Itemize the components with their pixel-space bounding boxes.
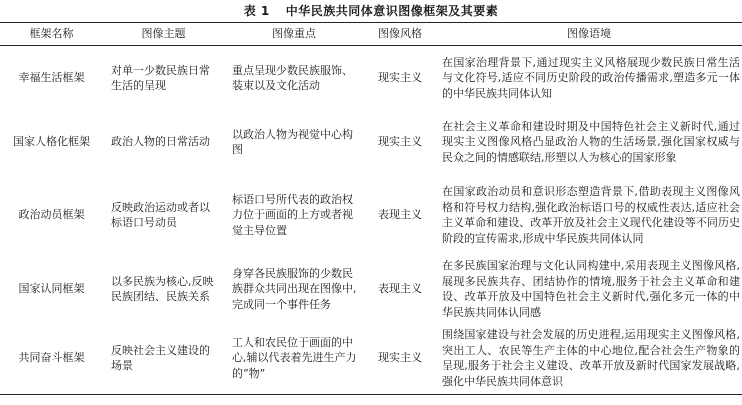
cell-image-theme: 对单一少数民族日常生活的呈现: [111, 63, 210, 92]
cell-image-context: 在多民族国家治理与文化认同构建中,采用表现主义图像风格,展现多民族共存、团结协作的情境,服务于社会主义革命和建设、改革开放及中国特色社会主义新时代,强化多元一体的中华民族共同体认同感: [442, 259, 740, 319]
cell-image-theme: 政治人物的日常活动: [111, 135, 210, 149]
header-frame-name: 框架名称: [29, 27, 74, 41]
cell-frame-name: 国家人格化框架: [13, 135, 90, 149]
framework-table: [0, 22, 742, 395]
header-image-context: 图像语境: [567, 27, 611, 41]
cell-image-style: 现实主义: [378, 135, 422, 149]
cell-image-style: 现实主义: [378, 351, 422, 365]
cell-image-theme: 反映政治运动或者以标语口号动员: [111, 200, 210, 229]
table-row: [0, 46, 742, 111]
cell-frame-name: 国家认同框架: [18, 282, 85, 296]
table-number: 表 1: [243, 4, 270, 18]
cell-image-context: 在社会主义革命和建设时期及中国特色社会主义新时代,通过现实主义图像风格凸显政治人物的生活场景,强化国家权威与民众之间的情感联结,形塑以人为核心的国家形象: [442, 119, 740, 164]
cell-frame-name: 政治动员框架: [18, 208, 85, 222]
cell-frame-name: 共同奋斗框架: [18, 351, 85, 365]
table-row: [0, 110, 742, 174]
table-row: [0, 256, 742, 322]
header-row: [0, 23, 742, 46]
table-body: [0, 46, 742, 395]
cell-image-focus: 标语口号所代表的政治权力位于画面的上方或者视觉主导位置: [232, 192, 353, 237]
cell-image-focus: 身穿各民族服饰的少数民族群众共同出现在图像中,完成同一个事件任务: [232, 266, 357, 311]
cell-image-context: 在国家治理背景下,通过现实主义风格展现少数民族日常生活与文化符号,适应不同历史阶段的政治传播需求,塑造多元一体的中华民族共同体认知: [442, 55, 740, 100]
cell-image-theme: 以多民族为核心,反映民族团结、民族关系: [111, 274, 214, 303]
cell-image-style: 表现主义: [378, 208, 422, 222]
cell-image-focus: 工人和农民位于画面的中心,辅以代表着先进生产力的“物”: [232, 335, 357, 380]
table-row: [0, 322, 742, 395]
table-title: 中华民族共同体意识图像框架及其要素: [285, 4, 499, 18]
table-caption: [0, 2, 742, 19]
cell-image-context: 在国家政治动员和意识形态塑造背景下,借助表现主义图像风格和符号权力结构,强化政治标语口号的权威性表达,适应社会主义革命和建设、改革开放及社会主义现代化建设等不同历史阶段的宣传需求,形成中华民族共同体认同: [442, 185, 740, 245]
cell-image-style: 现实主义: [378, 71, 422, 85]
header-image-theme: 图像主题: [141, 27, 186, 41]
table-row: [0, 174, 742, 256]
cell-image-style: 表现主义: [378, 282, 422, 296]
cell-image-focus: 以政治人物为视觉中心构图: [232, 127, 353, 156]
cell-frame-name: 幸福生活框架: [18, 71, 85, 85]
cell-image-context: 围绕国家建设与社会发展的历史进程,运用现实主义图像风格,突出工人、农民等生产主体的中心地位,配合社会生产物象的呈现,服务于社会主义建设、改革开放及新时代国家发展战略,强化中华民族共同体意识: [442, 328, 740, 388]
header-image-style: 图像风格: [378, 27, 422, 41]
header-image-focus: 图像重点: [272, 27, 316, 41]
cell-image-focus: 重点呈现少数民族服饰、装束以及文化活动: [232, 63, 353, 92]
cell-image-theme: 反映社会主义建设的场景: [111, 343, 210, 372]
table-header: [0, 23, 742, 46]
